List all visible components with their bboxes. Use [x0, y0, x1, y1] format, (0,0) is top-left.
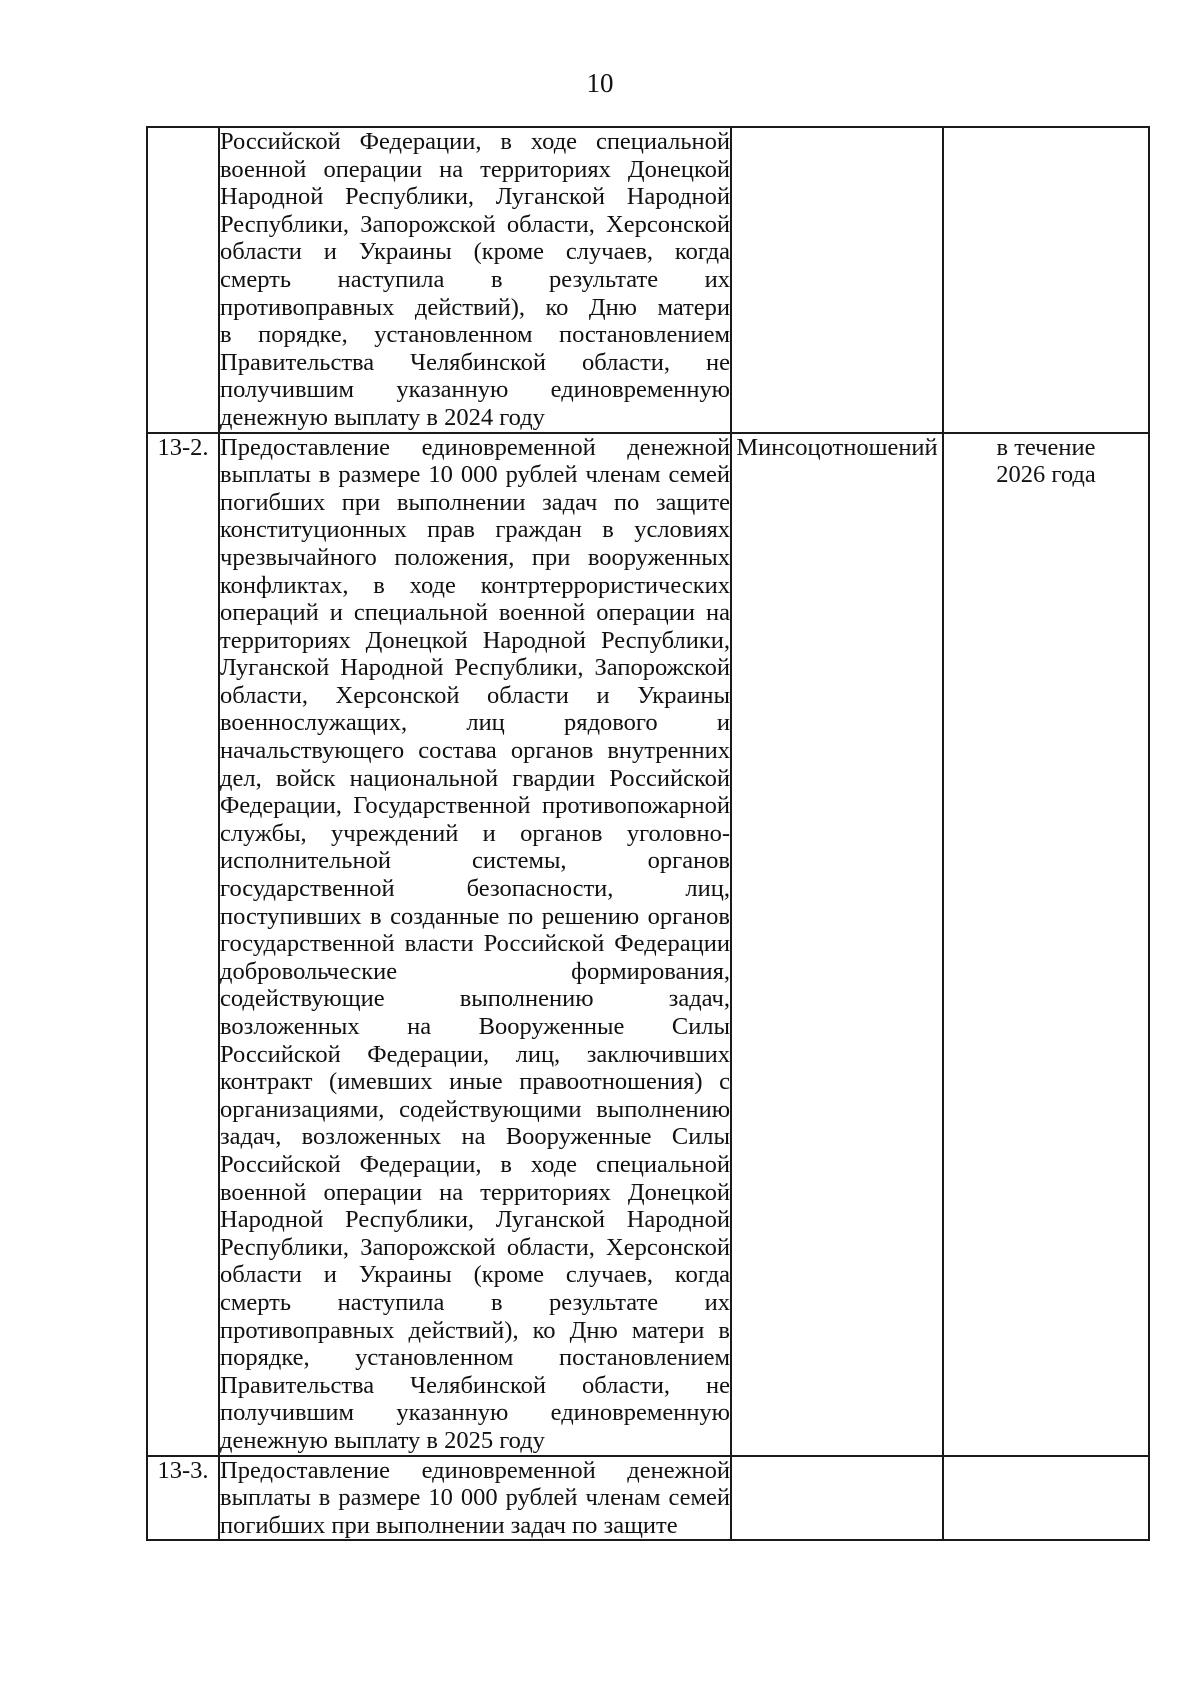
description-line: дел, войск национальной гвардии Российской	[220, 764, 730, 792]
responsible-executor	[731, 1456, 943, 1541]
description-line: области и Украины (кроме случаев, когда	[220, 238, 730, 266]
description-line: выплаты в размере 10 000 рублей членам семей	[220, 1484, 730, 1512]
description-line: Федерации, Государственной противопожарной	[220, 792, 730, 820]
description-line: получившим указанную единовременную	[220, 376, 730, 404]
description-line: порядке, установленном постановлением	[220, 1344, 730, 1372]
description-line: поступивших в созданные по решению органов	[220, 902, 730, 930]
description-line: службы, учреждений и органов уголовно-	[220, 819, 730, 847]
description-line: возложенных на Вооруженные Силы	[220, 1013, 730, 1040]
description-line: Российской Федерации, в ходе специальной	[220, 128, 730, 155]
row-number: 13-2.	[147, 433, 219, 1456]
table-row	[147, 127, 1149, 433]
description-line: Предоставление единовременной денежной	[220, 1456, 730, 1484]
description-line: смерть наступила в результате их	[220, 265, 730, 293]
description-line: погибших при выполнении задач по защите	[220, 1511, 678, 1539]
measures-table	[146, 126, 1150, 1541]
description-line: конституционных прав граждан в условиях	[220, 516, 730, 544]
description-line: денежную выплату в 2024 году	[220, 403, 545, 431]
description-line: противоправных действий), ко Дню матери в	[220, 1316, 730, 1344]
description-line: государственной власти Российской Федерации	[220, 930, 730, 958]
page-number: 10	[586, 68, 614, 98]
measure-description	[219, 1456, 731, 1541]
description-line: территориях Донецкой Народной Республики,	[220, 626, 730, 654]
term-line: в течение	[996, 433, 1096, 461]
description-line: погибших при выполнении задач по защите	[220, 488, 730, 516]
description-line: начальствующего состава органов внутренних	[220, 737, 730, 765]
description-line: организациями, содействующими выполнению	[220, 1095, 730, 1123]
description-line: противоправных действий), ко Дню матери	[220, 293, 730, 321]
description-line: Предоставление единовременной денежной	[220, 433, 730, 461]
description-line: смерть наступила в результате их	[220, 1288, 730, 1316]
measure-description	[219, 127, 731, 433]
description-line: военной операции на территориях Донецкой	[220, 155, 730, 183]
row-number: 13-3.	[147, 1456, 219, 1541]
description-line: области, Херсонской области и Украины	[220, 681, 730, 709]
execution-term	[943, 1456, 1149, 1541]
description-line: чрезвычайного положения, при вооруженных	[220, 543, 730, 571]
table-row	[147, 1456, 1149, 1541]
measure-description	[219, 433, 731, 1456]
description-line: добровольческие формирования,	[220, 957, 730, 985]
description-line: Республики, Запорожской области, Херсонской	[220, 1233, 730, 1261]
description-line: Правительства Челябинской области, не	[220, 1371, 730, 1399]
description-line: конфликтах, в ходе контртеррористических	[220, 571, 730, 599]
description-line: в порядке, установленном постановлением	[220, 321, 730, 349]
description-line: содействующие выполнению задач,	[220, 985, 730, 1013]
description-line: операций и специальной военной операции на	[220, 599, 730, 627]
description-line: Правительства Челябинской области, не	[220, 348, 730, 376]
execution-term	[943, 433, 1149, 1456]
description-line: исполнительной системы, органов	[220, 847, 730, 875]
description-line: области и Украины (кроме случаев, когда	[220, 1261, 730, 1289]
description-line: контракт (имевших иные правоотношения) с	[220, 1068, 730, 1096]
description-line: Российской Федерации, лиц, заключивших	[220, 1040, 730, 1068]
execution-term	[943, 127, 1149, 433]
description-line: военной операции на территориях Донецкой	[220, 1178, 730, 1206]
description-line: выплаты в размере 10 000 рублей членам семей	[220, 461, 730, 489]
description-line: Народной Республики, Луганской Народной	[220, 183, 730, 211]
description-line: получившим указанную единовременную	[220, 1399, 730, 1427]
description-line: Республики, Запорожской области, Херсонской	[220, 210, 730, 238]
description-line: денежную выплату в 2025 году	[220, 1426, 545, 1454]
term-line: 2026 года	[996, 461, 1096, 489]
responsible-executor	[731, 433, 943, 1456]
description-line: Луганской Народной Республики, Запорожской	[220, 654, 730, 682]
row-number	[147, 127, 219, 433]
responsible-label: Минсоцотношений	[736, 433, 938, 461]
description-line: Российской Федерации, в ходе специальной	[220, 1150, 730, 1178]
description-line: Народной Республики, Луганской Народной	[220, 1206, 730, 1234]
responsible-executor	[731, 127, 943, 433]
table-body	[147, 127, 1149, 1540]
description-line: государственной безопасности, лиц,	[220, 875, 730, 903]
description-line: задач, возложенных на Вооруженные Силы	[220, 1123, 730, 1151]
description-line: военнослужащих, лиц рядового и	[220, 709, 730, 737]
table-row	[147, 433, 1149, 1456]
